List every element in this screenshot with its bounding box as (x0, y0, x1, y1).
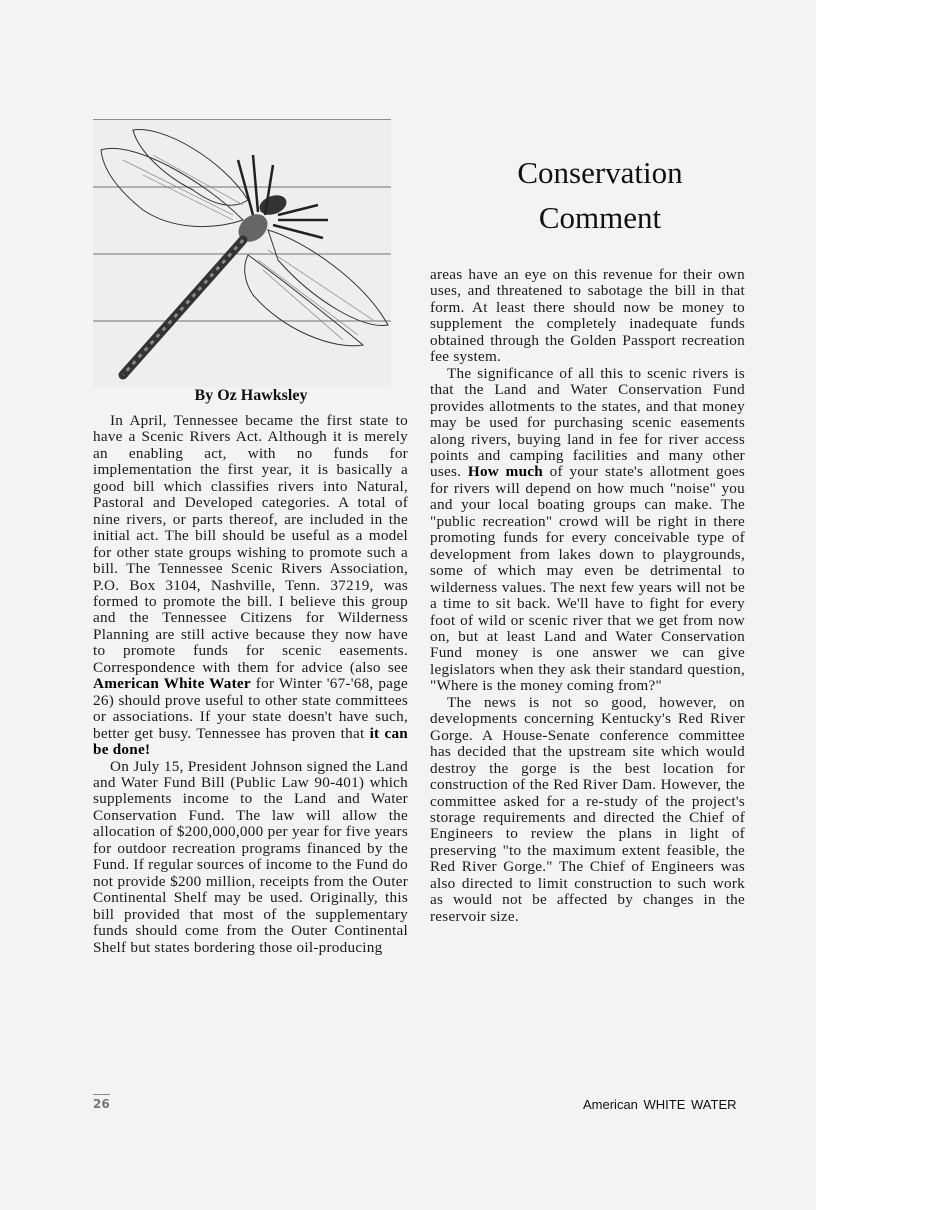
bold-emphasis: it can be done! (93, 724, 409, 759)
page-number: 26 (93, 1094, 110, 1111)
paragraph: areas have an eye on this revenue for their own uses, and threatened to sabotage the bill in that form. At least there should now be money to supplement the completely inadequate funds obtained through the Golden Passport recreation fee system. (430, 266, 745, 366)
dragonfly-illustration (93, 119, 391, 388)
paragraph: On July 15, President Johnson signed the Land and Water Fund Bill (Public Law 90-401) which supplements income to the Land and Water Conservation Fund. The law will allow the allocation of $200,000,000 per year for five years for outdoor recreation programs financed by the Fund. If regular sources of income to the Fund do not provide $200 million, receipts from the Outer Continental Shelf may be used. Originally, this bill provided that most of the supplementary funds should come from the Outer Continental Shelf but states bordering those oil-producing (93, 757, 408, 956)
bold-emphasis: How much (467, 463, 543, 481)
article-title: Conservation Comment (517, 155, 683, 235)
paragraph: In April, Tennessee became the first state to have a Scenic Rivers Act. Although it is merely an enabling act, with no funds for implementation the first year, it is basically a good bill which classifies rivers into Natural, Pastoral and Developed categories. A total of nine rivers, or parts thereof, are included in the initial act. The bill should be useful as a model for other state groups wishing to promote such a bill. The Tennessee Scenic Rivers Association, P.O. Box 3104, Nashville, Tenn. 37219, was formed to promote the bill. I believe this group and the Tennessee Citizens for Wilderness Planning are still active because they now have to promote funds for scenic easements. Correspondence with them for advice (also see American White Water for Winter '67-'68, page 26) should prove useful to other state committees or associations. If your state doesn't have such, better get busy. Tennessee has proven that it can be done! (93, 412, 409, 759)
dragonfly-icon (93, 120, 391, 388)
paragraph: The significance of all this to scenic rivers is that the Land and Water Conservation Fund provides allotments to the states, and that money may be used for purchasing scenic easements along rivers, buying land in fee for river access points and camping facilities and many other uses. How much of your state's allotment goes for rivers will depend on how much "noise" you and your local boating groups can make. The "public recreation" crowd will be right in there promoting funds for every conceivable type of development from lakes down to playgrounds, some of which may even be detrimental to wilderness values. The next few years will not be a time to sit back. We'll have to fight for every foot of wild or scenic river that we get from now on, but at least Land and Water Conservation Fund money is one answer we can give legislators when they ask their standard question, "Where is the money coming from?" (430, 364, 745, 695)
paragraph: The news is not so good, however, on developments concerning Kentucky's Red River Gorge. A House-Senate conference committee has decided that the upstream site which would destroy the gorge is the best location for construction of the Red River Dam. However, the committee asked for a re-study of the project's storage requirements and directed the Chief of Engineers to review the plans in light of preserving "to the maximum extent feasible, the Red River Gorge." The Chief of Engineers was also directed to limit construction to such work as would not be affected by changes in the reservoir size. (430, 693, 745, 925)
bold-publication-name: American White Water (93, 675, 251, 693)
left-column (93, 413, 408, 956)
publication-name: American WHITE WATER (583, 1097, 737, 1112)
right-column (430, 267, 745, 925)
byline: By Oz Hawksley (194, 387, 308, 404)
